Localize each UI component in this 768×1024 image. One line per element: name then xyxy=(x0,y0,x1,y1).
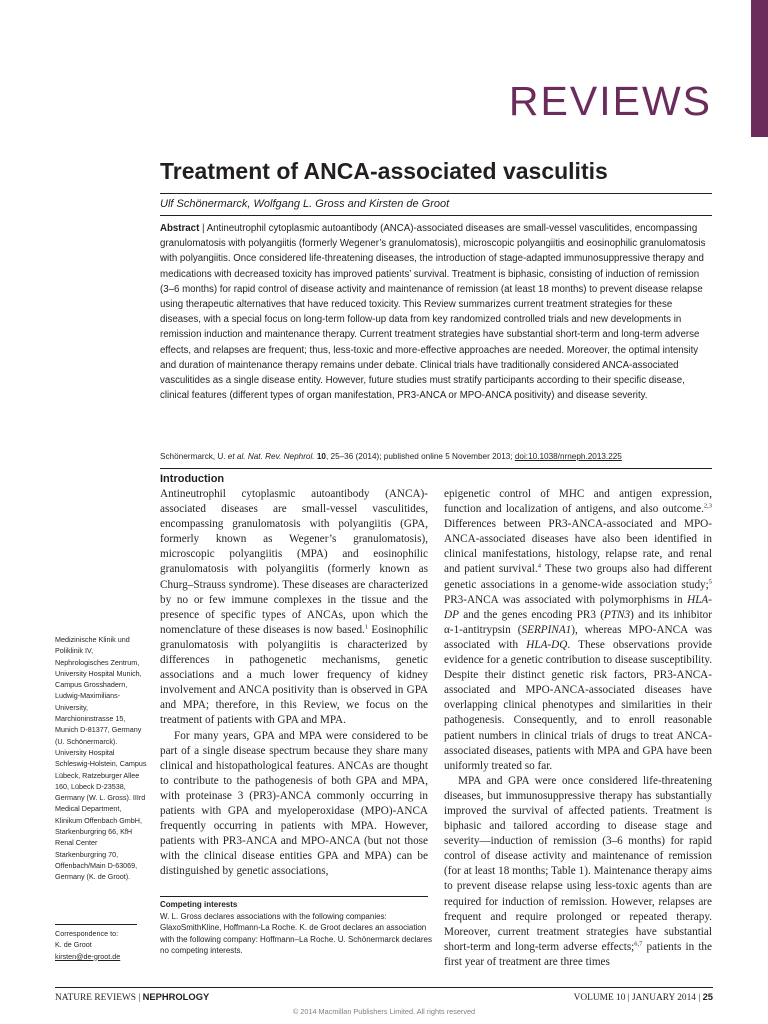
paragraph-text: patients in the first year of treatment are three times xyxy=(444,940,712,968)
section-heading-introduction: Introduction xyxy=(160,473,225,485)
reference-marker: 5 xyxy=(708,577,712,585)
paragraph xyxy=(160,487,428,729)
paragraph xyxy=(444,487,712,774)
paragraph-text: These two groups also had different genetic associations in a genome-wide association study; xyxy=(444,563,713,591)
title-rule xyxy=(160,193,712,194)
correspondence-email-link[interactable]: kirsten@de-groot.de xyxy=(55,951,121,961)
citation-volume: 10 xyxy=(314,452,326,461)
author-list: Ulf Schönermarck, Wolfgang L. Gross and Kirsten de Groot xyxy=(160,198,450,210)
paragraph-text: ) and its inhibitor α-1-antitrypsin ( xyxy=(444,608,712,636)
competing-interests-text: W. L. Gross declares associations with the following companies: GlaxoSmithKline, Hoffmann-La Roche. K. de Groot declares an association with the following company: Hoffmann–La Roche. U. Schönermarck declares no competing interests. xyxy=(160,911,432,956)
paragraph-text: ), whereas MPO-ANCA was associated with xyxy=(444,623,712,651)
gene-name: SERPINA1 xyxy=(521,623,572,636)
paragraph-text: MPA and GPA were once considered life-threatening diseases, but immunosuppressive therapy has substantially improved the survival of affected patients. Treatment is biphasic and tailored according to disease stage and severity—induction of remission (3–6 months) for rapid control of disease activity and maintenance of remission (for at least 18 months; Table 1). Maintenance therapy aims to prevent disease relapse using less-toxic agents than are required for induction of remission. However, relapses are frequent and require prolonged or repeated therapy. Moreover, current treatment strategies have substantial short-term and long-term adverse effects; xyxy=(444,774,712,953)
competing-interests-heading: Competing interests xyxy=(160,900,238,909)
gene-name: HLA-DQ xyxy=(526,638,568,651)
correspondence-note xyxy=(55,928,150,962)
footer-journal-section: NEPHROLOGY xyxy=(142,991,210,1002)
citation-doi-link[interactable]: doi:10.1038/nrneph.2013.225 xyxy=(514,452,622,461)
correspondence-rule xyxy=(55,924,137,925)
footer-date: JANUARY 2014 xyxy=(632,993,696,1003)
affiliation-note: Medizinische Klinik und Poliklinik IV, Nephrologisches Zentrum, University Hospital Munich, Campus Grosshadern, Ludwig-Maximilians-University, Marchioninstrasse 15, Munich D-81377, Germany (U. Schönermarck). University Hospital Schleswig-Holstein, Campus Lübeck, Ratzeburger Allee 160, Lübeck D-23538, Germany (W. L. Gross). IIIrd Medical Department, Klinikum Offenbach GmbH, Starkenburgring 66, KfH Renal Center Starkenburgring 70, Offenbach/Main D-63069, Germany (K. de Groot). xyxy=(55,635,147,882)
gene-name: PTN3 xyxy=(604,608,631,621)
footer-rule xyxy=(55,987,713,988)
citation-rule xyxy=(160,468,712,469)
section-label: REVIEWS xyxy=(508,78,712,124)
paragraph-text: and the genes encoding PR3 ( xyxy=(458,608,604,621)
footer-separator: | xyxy=(135,993,143,1003)
abstract xyxy=(160,221,712,403)
page-number: 25 xyxy=(702,991,713,1002)
reference-marker: 4 xyxy=(537,562,541,570)
reference-marker: 2,3 xyxy=(703,502,712,510)
citation-etal: et al. xyxy=(227,452,246,461)
correspondence-label: Correspondence to: xyxy=(55,929,119,938)
footer-issue: VOLUME 10 | JANUARY 2014 | 25 xyxy=(573,991,713,1003)
paragraph-text: Differences between PR3-ANCA-associated and MPO-ANCA-associated diseases have also been identified in clinical manifestations, histology, relapse rate, and renal and patient survival. xyxy=(444,518,712,576)
citation-line xyxy=(160,450,720,464)
paragraph: For many years, GPA and MPA were considered to be part of a single disease spectrum because they share many clinical and histopathological features. ANCAs are thought to contribute to the pathogenesis of both GPA and MPA, with proteinase 3 (PR3)-ANCA commonly occurring in patients with GPA and myeloperoxidase (MPO)-ANCA frequently occurring in patients with MPA. However, patients with PR3-ANCA and MPO-ANCA (but not those with the clinical disease entities GPA and MPA) can be distinguished by genetic associations, xyxy=(160,729,428,878)
competing-interests-box xyxy=(160,899,432,957)
section-color-bar xyxy=(751,0,768,137)
reference-marker: 6,7 xyxy=(634,940,643,948)
footer-journal xyxy=(55,990,209,1005)
abstract-separator: | xyxy=(199,223,207,234)
gene-name: HLA-DP xyxy=(444,593,712,621)
paragraph-text: Eosinophilic granulomatosis with polyangiitis is characterized by differences in pathogenetic mechanisms, genetic associations and a much lower frequency of kidney involvement and ANCA positivity than is observed in GPA and MPA; therefore, in this Review, we focus on the treatment of patients with GPA and MPA. xyxy=(160,623,428,727)
copyright-notice: © 2014 Macmillan Publishers Limited. All rights reserved xyxy=(292,1007,476,1016)
paragraph-text: epigenetic control of MHC and antigen expression, function and localization of antigens, and also outcome. xyxy=(444,488,712,516)
abstract-text: Antineutrophil cytoplasmic autoantibody (ANCA)-associated diseases are small-vessel vasculitides, encompassing granulomatosis with polyangiitis (formerly Wegener’s granulomatosis), microscopic polyangiitis and eosinophilic granulomatosis with polyangiitis. Once considered life-threatening diseases, the introduction of stage-adapted immunosuppressive therapy and medications with decreased toxicity has improved patients’ survival. Treatment is biphasic, consisting of induction of remission (3–6 months) for rapid control of disease activity and maintenance of remission (at least 18 months) to prevent disease relapse using therapeutic alternatives that have reduced toxicity. This Review summarizes current treatment strategies for these diseases, with a special focus on long-term follow-up data from key randomized controlled trials and new developments in remission induction and maintenance therapy. Current treatment strategies have substantial short-term and long-term adverse effects, and relapses are frequent; thus, less-toxic and more-effective approaches are needed. Moreover, the optimal intensity and duration of maintenance therapy remains under debate. Clinical trials have traditionally considered ANCA-associated vasculitides as a single disease entity. However, future studies must stratify participants according to their specific disease, clinical features (different types of organ manifestation, PR3-ANCA or MPO-ANCA positivity) and disease severity. xyxy=(160,223,706,402)
citation-pages: , 25–36 (2014); published online 5 November 2013; xyxy=(325,452,515,461)
paragraph-text: PR3-ANCA was associated with polymorphisms in xyxy=(444,593,688,606)
authors-rule xyxy=(160,215,712,216)
footer-journal-name: NATURE REVIEWS xyxy=(55,993,136,1003)
article-title: Treatment of ANCA-associated vasculitis xyxy=(160,158,608,184)
body-column-right xyxy=(444,487,712,970)
paragraph xyxy=(444,774,712,970)
citation-authors: Schönermarck, U. xyxy=(160,452,228,461)
paragraph-text: . These observations provide evidence for a genetic contribution to disease susceptibility. Despite their distinct genetic risk factors, PR3-ANCA-associated and MPO-ANCA-associated diseases have overlapping clinical phenotypes and similarities in their pathogenesis. Consequently, and to enroll reasonable patient numbers in clinical trials of drugs to treat ANCA-associated diseases, patients with MPA and GPA have been uniformly treated so far. xyxy=(444,638,712,772)
reference-marker: 1 xyxy=(364,623,369,631)
competing-interests-rule xyxy=(160,896,428,897)
paragraph-text: Antineutrophil cytoplasmic autoantibody (ANCA)-associated diseases are small-vessel vasculitides, encompassing granulomatosis with polyangiitis (GPA, formerly known as Wegener’s granulomatosis), microscopic polyangiitis (MPA) and eosinophilic granulomatosis with polyangiitis (formerly known as Churg–Strauss syndrome). These diseases are characterized by no or few immune complexes in the tissue and the presence of specific types of ANCAs, upon which the nomenclature of these diseases is now based. xyxy=(160,488,428,636)
body-column-left xyxy=(160,487,428,879)
footer-volume: VOLUME 10 xyxy=(573,993,626,1003)
citation-journal: Nat. Rev. Nephrol. xyxy=(245,452,315,461)
correspondence-name: K. de Groot xyxy=(55,940,92,950)
abstract-label: Abstract xyxy=(160,223,200,234)
